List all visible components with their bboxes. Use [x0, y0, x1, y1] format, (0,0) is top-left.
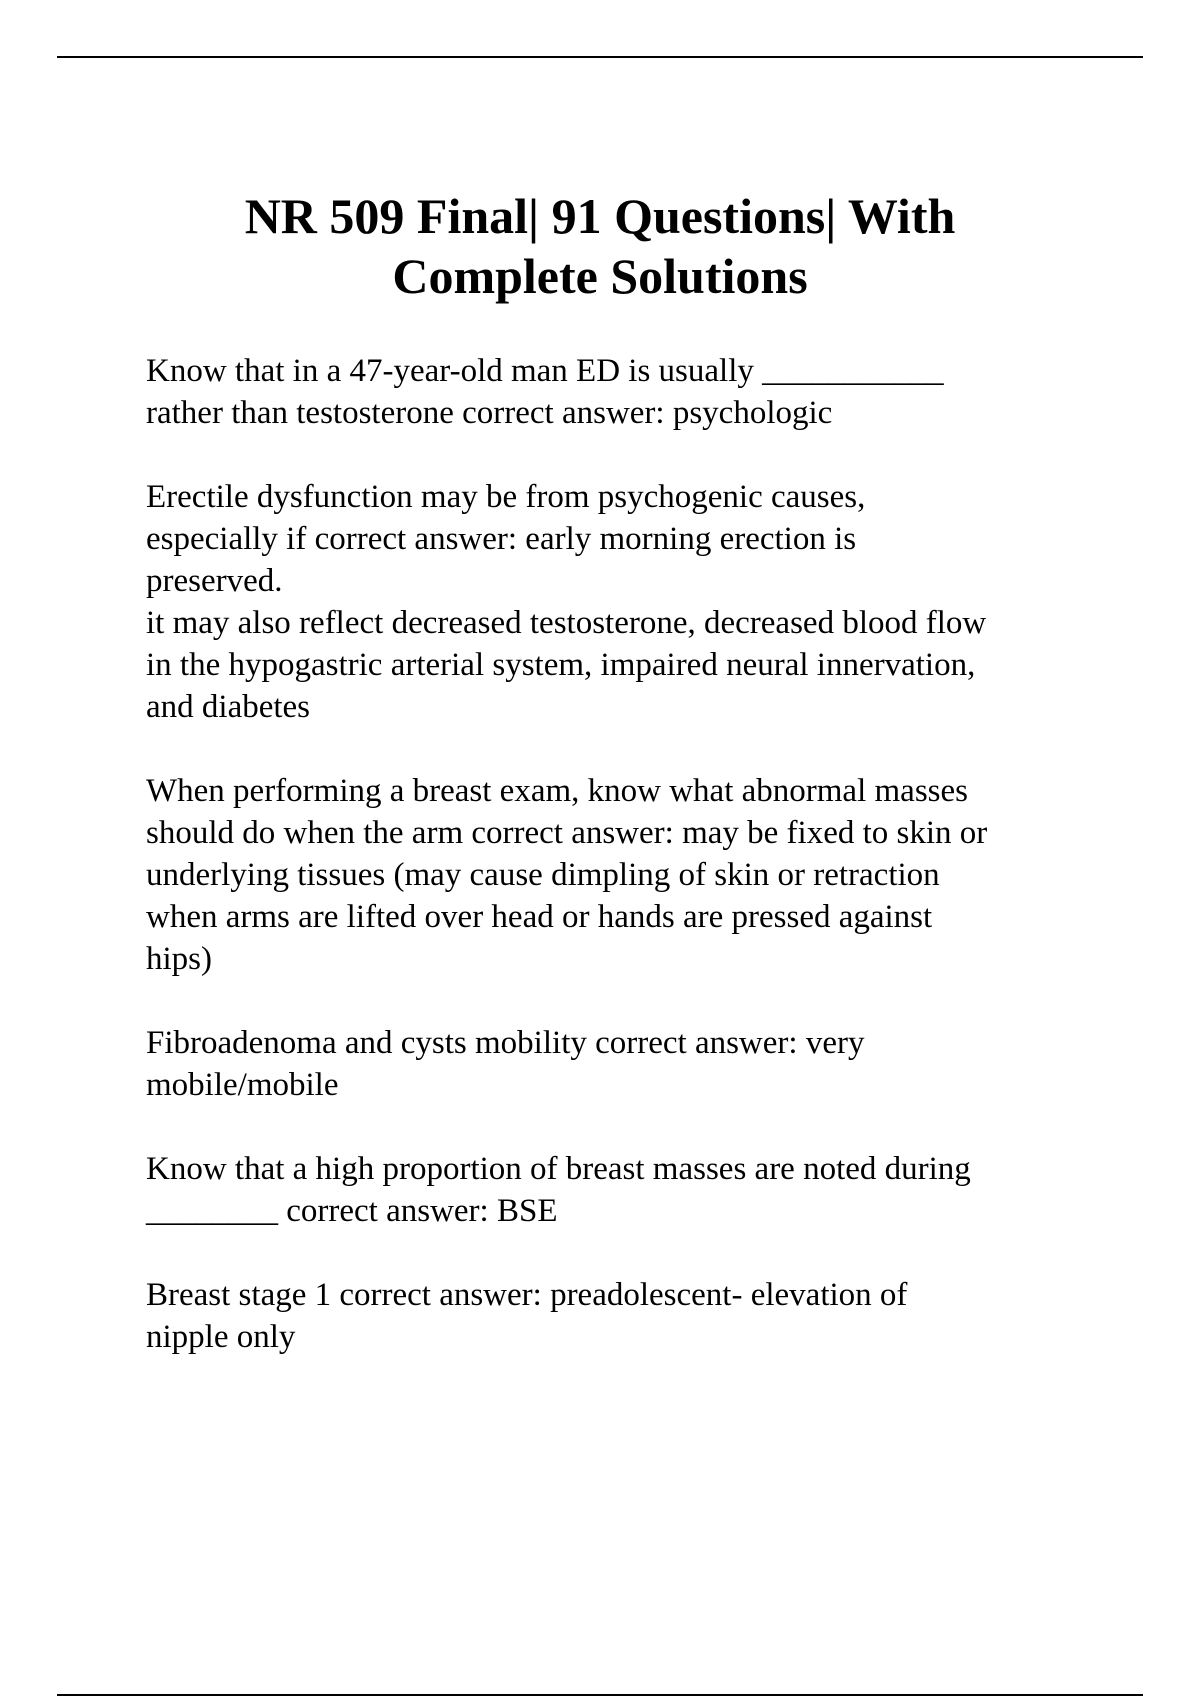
qa-entry — [146, 770, 1146, 980]
qa-line: should do when the arm correct answer: may be fixed to skin or — [146, 815, 988, 851]
footer-rule — [57, 1694, 1143, 1696]
qa-line: it may also reflect decreased testosterone, decreased blood flow — [146, 605, 987, 641]
qa-line: Erectile dysfunction may be from psychogenic causes, — [146, 479, 866, 515]
qa-line: mobile/mobile — [146, 1067, 339, 1103]
qa-line: Know that a high proportion of breast masses are noted during — [146, 1151, 971, 1187]
qa-line: Breast stage 1 correct answer: preadolescent- elevation of — [146, 1277, 908, 1313]
qa-line: underlying tissues (may cause dimpling of skin or retraction — [146, 857, 940, 893]
qa-line: Fibroadenoma and cysts mobility correct answer: very — [146, 1025, 865, 1061]
qa-line: especially if correct answer: early morning erection is — [146, 521, 857, 557]
qa-line: nipple only — [146, 1319, 296, 1355]
qa-entry — [146, 1022, 1146, 1106]
qa-line: hips) — [146, 941, 212, 977]
qa-line: and diabetes — [146, 689, 311, 725]
page-title — [100, 186, 1100, 306]
qa-line: when arms are lifted over head or hands are pressed against — [146, 899, 933, 935]
qa-line: in the hypogastric arterial system, impaired neural innervation, — [146, 647, 976, 683]
qa-line: ________ correct answer: BSE — [146, 1193, 558, 1229]
qa-line: When performing a breast exam, know what abnormal masses — [146, 773, 968, 809]
qa-line: rather than testosterone correct answer: psychologic — [146, 395, 833, 431]
qa-entry — [146, 350, 1146, 434]
qa-list — [146, 350, 1146, 1400]
page-title-line: NR 509 Final| 91 Questions| With — [244, 188, 956, 244]
qa-line: preserved. — [146, 563, 283, 599]
qa-entry — [146, 476, 1146, 728]
page-title-line: Complete Solutions — [392, 248, 808, 304]
qa-entry — [146, 1274, 1146, 1358]
qa-line: Know that in a 47-year-old man ED is usually ___________ — [146, 353, 944, 389]
header-rule — [57, 56, 1143, 58]
qa-entry — [146, 1148, 1146, 1232]
